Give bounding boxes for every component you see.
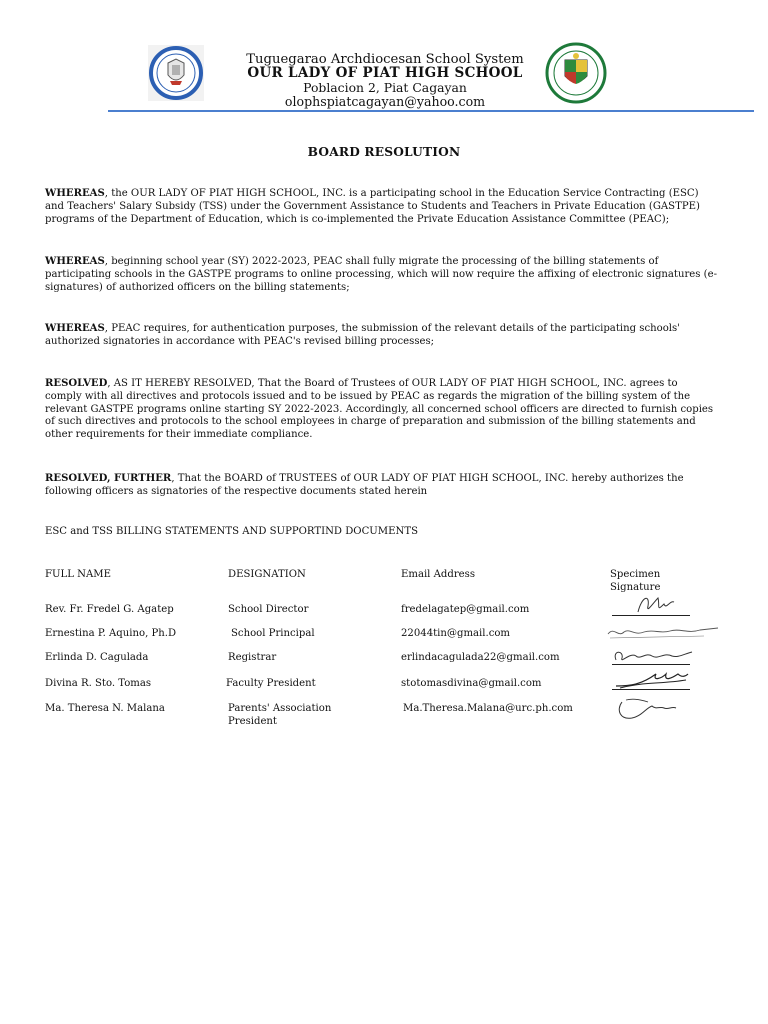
signatory-designation: School Principal (231, 628, 315, 639)
signature-line (612, 664, 690, 665)
signatory-email: stotomasdivina@gmail.com (401, 678, 542, 689)
whereas-paragraph-2 (45, 256, 717, 294)
signatory-designation: Parents' Association President (228, 703, 332, 727)
header-divider (108, 110, 754, 112)
section-heading: ESC and TSS BILLING STATEMENTS AND SUPPORTIND DOCUMENTS (45, 526, 418, 537)
signature-2-icon (604, 624, 722, 642)
resolved-paragraph (45, 378, 717, 442)
header-full-name: FULL NAME (45, 569, 111, 580)
signatory-name: Ernestina P. Aquino, Ph.D (45, 628, 177, 639)
signatory-name: Rev. Fr. Fredel G. Agatep (45, 604, 174, 615)
signature-5-icon (612, 694, 684, 724)
signatory-name: Erlinda D. Cagulada (45, 652, 149, 663)
paragraph-lead: RESOLVED (45, 378, 108, 389)
signature-line (612, 689, 690, 690)
whereas-paragraph-3 (45, 323, 717, 349)
school-name: OUR LADY OF PIAT HIGH SCHOOL (247, 65, 523, 81)
paragraph-text: , the OUR LADY OF PIAT HIGH SCHOOL, INC. is a participating school in the Education Service Contracting (ESC) and Teachers' Salary Subsidy (TSS) under the Government Assistance to Students and Teachers in Private Education (GASTPE) programs of the Department of Education, which is co-implemented the Private Education Assistance Committee (PEAC); (45, 188, 700, 225)
signatory-email: 22044tin@gmail.com (401, 628, 511, 639)
signatory-email: Ma.Theresa.Malana@urc.ph.com (403, 703, 573, 714)
paragraph-lead: WHEREAS (45, 188, 105, 199)
paragraph-lead: RESOLVED, FURTHER (45, 473, 172, 484)
signatory-email: fredelagatep@gmail.com (401, 604, 530, 615)
header-designation: DESIGNATION (228, 569, 306, 580)
school-seal-icon (545, 42, 607, 104)
paragraph-text: , beginning school year (SY) 2022-2023, PEAC shall fully migrate the processing of the billing statements of participating schools in the GASTPE programs to online processing, which will now require the affixing of electronic signatures (e-signatures) of authorized officers on the billing statements; (45, 256, 717, 293)
paragraph-text: , AS IT HEREBY RESOLVED, That the Board of Trustees of OUR LADY OF PIAT HIGH SCHOOL, INC. agrees to comply with all directives and protocols issued and to be issued by PEAC as regards the migration of the billing system of the relevant GASTPE programs online starting SY 2022-2023. Accordingly, all concerned school officers are directed to furnish copies of such directives and protocols to the school employees in charge of preparation and submission of the billing statements and other requirements for their immediate compliance. (45, 378, 714, 441)
paragraph-lead: WHEREAS (45, 256, 105, 267)
school-address: Poblacion 2, Piat Cagayan (303, 80, 467, 95)
signatory-designation: School Director (228, 604, 309, 615)
signatory-name: Divina R. Sto. Tomas (45, 678, 152, 689)
signatory-name: Ma. Theresa N. Malana (45, 703, 165, 714)
header-email: Email Address (401, 569, 475, 580)
signatory-email: erlindacagulada22@gmail.com (401, 652, 560, 663)
school-system-name: Tuguegarao Archdiocesan School System (246, 52, 524, 67)
signature-line (612, 615, 690, 616)
signatory-designation: Registrar (228, 652, 277, 663)
paragraph-text: , PEAC requires, for authentication purposes, the submission of the relevant details of the participating schools' authorized signatories in accordance with PEAC's revised billing processes; (45, 323, 680, 347)
resolved-further-paragraph (45, 473, 717, 499)
whereas-paragraph-1 (45, 188, 717, 226)
document-title: BOARD RESOLUTION (307, 145, 461, 159)
archdiocese-seal-icon (148, 45, 204, 101)
header-specimen-signature: Specimen Signature (610, 569, 661, 593)
school-email: olophspiatcagayan@yahoo.com (284, 94, 486, 109)
paragraph-lead: WHEREAS (45, 323, 105, 334)
signatory-designation: Faculty President (226, 678, 316, 689)
paragraph-text: , That the BOARD of TRUSTEES of OUR LADY OF PIAT HIGH SCHOOL, INC. hereby authorizes the following officers as signatories of the respective documents stated herein (45, 473, 684, 497)
